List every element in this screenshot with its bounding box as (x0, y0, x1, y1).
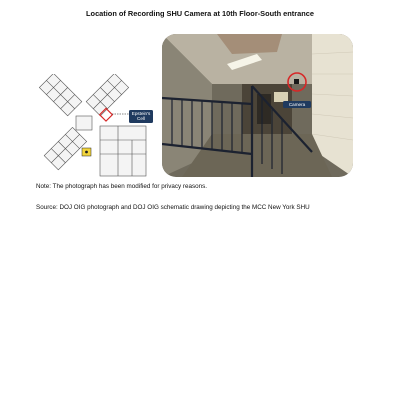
hallway-photograph (162, 34, 353, 177)
figure-title: Location of Recording SHU Camera at 10th Floor-South entrance (86, 9, 314, 18)
epsteins-cell-callout: Epstein's Cell (129, 110, 153, 123)
camera-callout: Camera (283, 101, 311, 108)
shu-schematic (36, 74, 154, 182)
figure-note: Note: The photograph has been modified for privacy reasons. (36, 183, 208, 190)
figure-source: Source: DOJ OIG photograph and DOJ OIG schematic drawing depicting the MCC New York SHU (36, 204, 310, 211)
